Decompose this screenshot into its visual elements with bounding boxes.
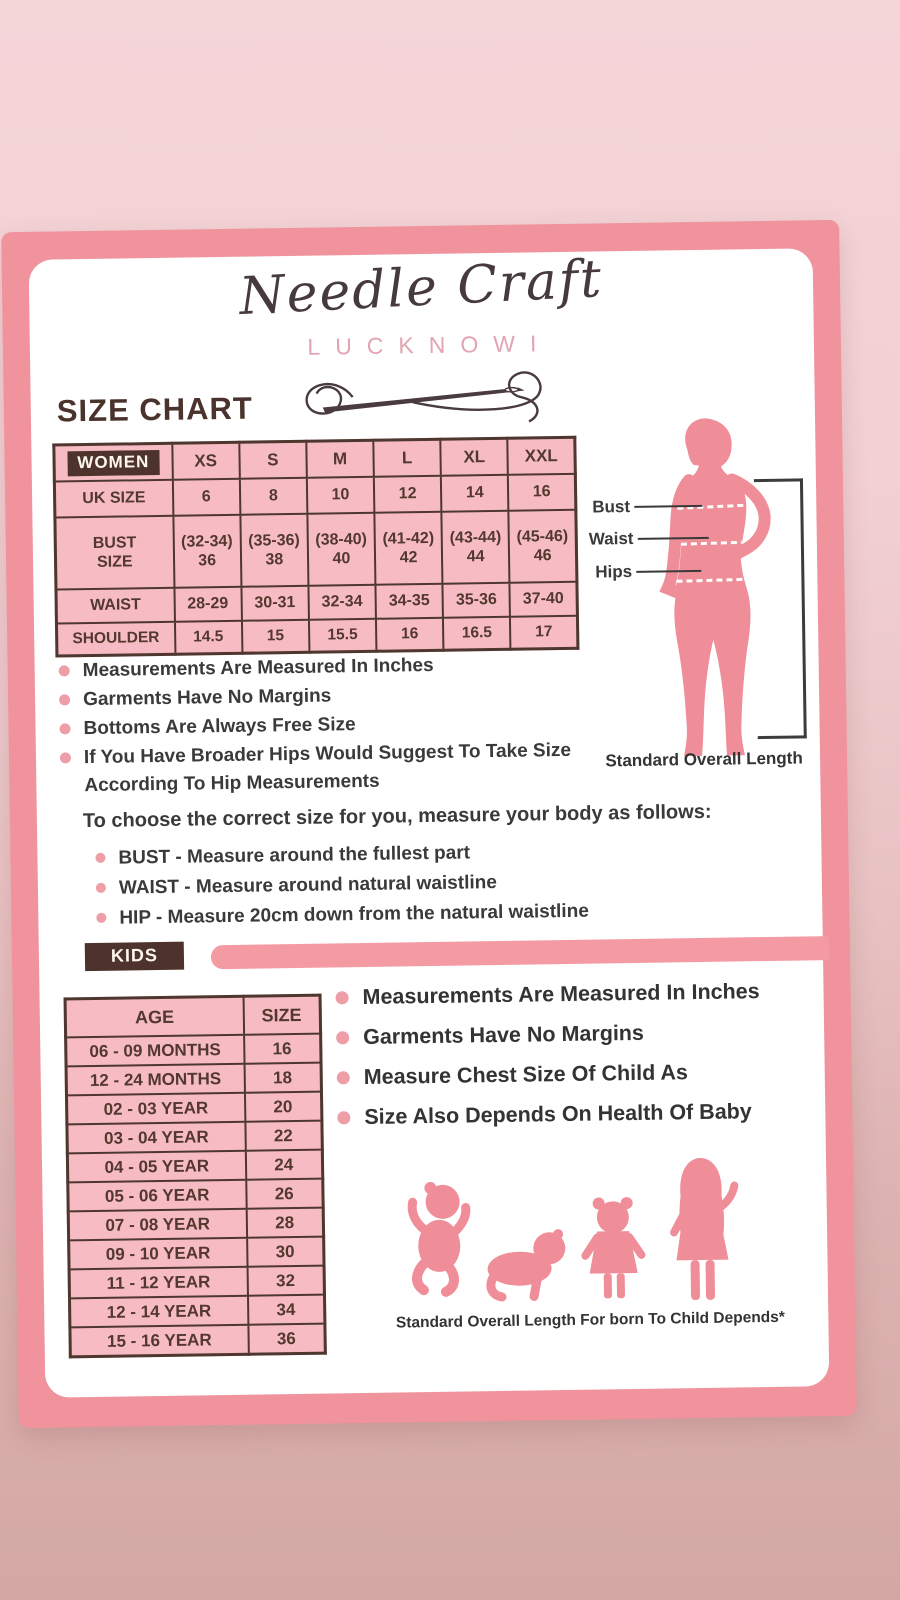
uk-size-cell: 14: [441, 475, 509, 512]
bullet-icon: [59, 665, 70, 676]
bust-cell: (41-42) 42: [374, 512, 442, 585]
uk-size-cell: 10: [307, 477, 375, 514]
uk-size-cell: 16: [508, 474, 576, 511]
table-row: 09 - 10 YEAR 30: [69, 1237, 324, 1270]
kids-notes-list: [335, 975, 847, 1143]
women-notes-list: [58, 650, 580, 802]
size-col-header: XS: [172, 442, 240, 479]
list-item: WAIST - Measure around natural waistline: [96, 865, 696, 904]
bust-cell: (35-36) 38: [240, 514, 308, 587]
kids-caption: Standard Overall Length For born To Child Depends*: [395, 1308, 785, 1332]
row-label: BUST SIZE: [55, 516, 174, 590]
hips-pointer-line: [636, 570, 701, 573]
row-label: SHOULDER: [56, 622, 174, 656]
brand-subtitle: LUCKNOWI: [307, 330, 552, 360]
size-header: SIZE: [243, 995, 321, 1035]
uk-size-cell: 12: [374, 476, 442, 513]
measure-guide-intro: To choose the correct size for you, measure your body as follows:: [82, 800, 712, 833]
bullet-icon: [59, 723, 70, 734]
hips-pointer: [595, 561, 701, 583]
list-item: Garments Have No Margins: [336, 1015, 846, 1053]
waist-pointer: [589, 528, 709, 550]
kids-size-table: [64, 994, 327, 1359]
children-growth-silhouettes: [380, 1135, 765, 1313]
hips-figure-label: Hips: [595, 561, 633, 582]
list-item: If You Have Broader Hips Would Suggest To Take Size According To Hip Measurements: [60, 737, 581, 801]
bullet-icon: [96, 883, 106, 893]
age-header: AGE: [65, 996, 244, 1037]
bullet-icon: [60, 752, 71, 763]
list-item: Bottoms Are Always Free Size: [59, 708, 579, 744]
card-inner: [29, 248, 830, 1398]
waist-pointer-line: [637, 537, 708, 541]
table-row: 12 - 24 MONTHS 18: [66, 1063, 321, 1096]
waist-cell: 34-35: [375, 584, 443, 619]
row-label: UK SIZE: [54, 480, 173, 518]
size-col-header: XXL: [508, 437, 576, 474]
list-item: Garments Have No Margins: [59, 679, 579, 715]
table-row: 15 - 16 YEAR 36: [70, 1324, 325, 1357]
table-row: 06 - 09 MONTHS 16: [66, 1034, 321, 1067]
list-item: Measurements Are Measured In Inches: [335, 975, 845, 1013]
kids-section-header: [85, 942, 184, 971]
uk-size-cell: 6: [172, 479, 240, 516]
bust-cell: (43-44) 44: [441, 511, 509, 584]
bust-cell: (45-46) 46: [509, 510, 577, 583]
shoulder-cell: 14.5: [174, 621, 242, 654]
women-size-table: [52, 436, 579, 658]
uk-size-cell: 8: [240, 478, 308, 515]
table-row: 11 - 12 YEAR 32: [69, 1266, 324, 1299]
waist-cell: 32-34: [308, 585, 376, 620]
kids-badge: KIDS: [85, 942, 184, 971]
list-item: Size Also Depends On Health Of Baby: [337, 1095, 847, 1133]
table-row: 04 - 05 YEAR 24: [67, 1150, 322, 1183]
bullet-icon: [335, 991, 348, 1004]
list-item: Measurements Are Measured In Inches: [58, 650, 578, 686]
overall-length-bracket: [754, 478, 807, 739]
size-col-header: S: [239, 441, 307, 478]
table-row: 05 - 06 YEAR 26: [68, 1179, 323, 1212]
shoulder-cell: 15.5: [309, 619, 377, 652]
list-item: HIP - Measure 20cm down from the natural waistline: [96, 895, 696, 934]
bust-pointer: [592, 496, 702, 518]
bullet-icon: [337, 1071, 350, 1084]
overall-length-caption: Standard Overall Length: [605, 748, 803, 771]
bullet-icon: [59, 694, 70, 705]
shoulder-cell: 17: [510, 616, 578, 649]
size-col-header: M: [306, 440, 374, 477]
bullet-icon: [336, 1031, 349, 1044]
measure-guide-list: [95, 835, 696, 934]
shoulder-cell: 16.5: [443, 617, 511, 650]
waist-figure-label: Waist: [588, 528, 634, 549]
list-item: BUST - Measure around the fullest part: [95, 835, 695, 874]
list-item: Measure Chest Size Of Child As: [337, 1055, 847, 1093]
bust-figure-label: Bust: [592, 496, 631, 517]
table-row: 02 - 03 YEAR 20: [66, 1092, 321, 1125]
kids-divider-bar: [211, 936, 829, 969]
bullet-icon: [95, 853, 105, 863]
women-badge: WOMEN: [67, 449, 159, 475]
bullet-icon: [337, 1111, 350, 1124]
row-label: WAIST: [56, 588, 174, 624]
size-chart-card: [1, 220, 857, 1428]
brand-name: Needle Craft: [237, 249, 605, 328]
size-col-header: L: [373, 439, 441, 476]
waist-cell: 30-31: [241, 586, 309, 621]
size-col-header: XL: [440, 438, 508, 475]
table-row: 07 - 08 YEAR 28: [68, 1208, 323, 1241]
shoulder-cell: 15: [242, 620, 310, 653]
needle-thread-icon: [292, 358, 553, 428]
waist-cell: 37-40: [510, 582, 578, 617]
table-row: 12 - 14 YEAR 34: [69, 1295, 324, 1328]
bullet-icon: [96, 913, 106, 923]
waist-cell: 35-36: [443, 583, 511, 618]
bust-pointer-line: [634, 505, 702, 509]
bust-cell: (38-40) 40: [307, 513, 375, 586]
table-row: 03 - 04 YEAR 22: [67, 1121, 322, 1154]
page-title: SIZE CHART: [56, 390, 254, 429]
bust-cell: (32-34) 36: [173, 515, 241, 588]
waist-cell: 28-29: [174, 587, 242, 622]
women-group-cell: [54, 443, 173, 481]
shoulder-cell: 16: [376, 618, 444, 651]
